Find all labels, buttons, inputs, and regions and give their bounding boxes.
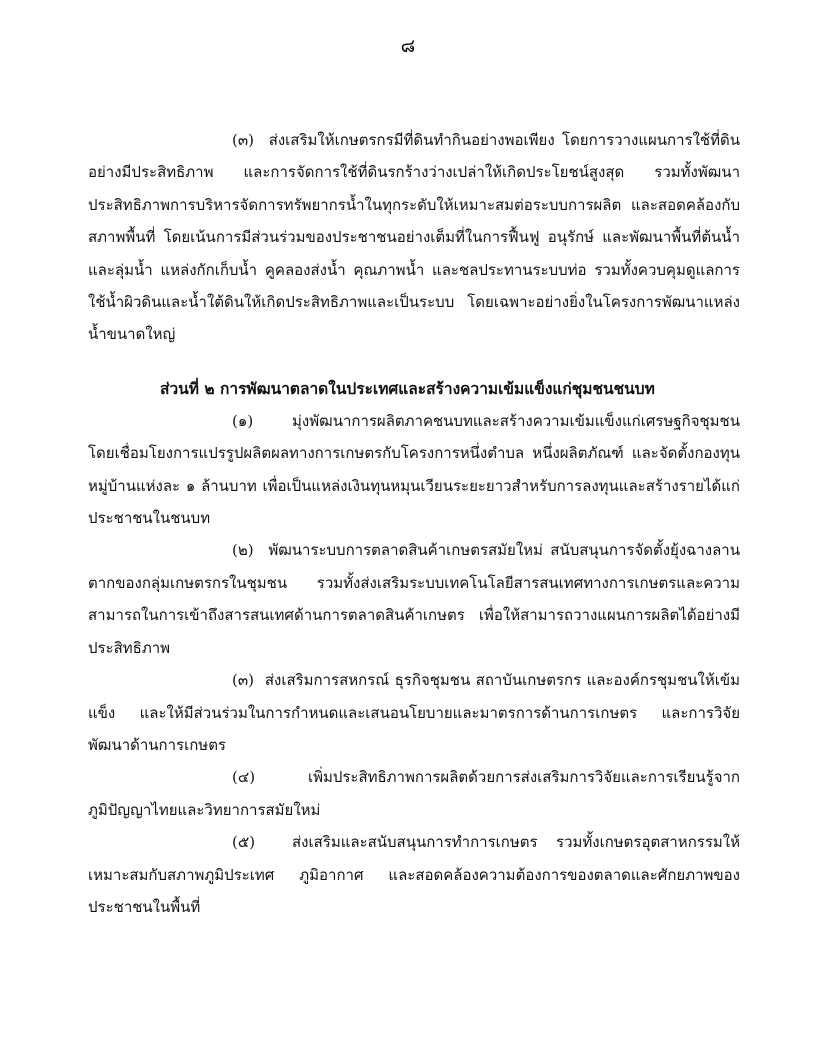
paragraph-text: ส่งเสริมให้เกษตรกรมีที่ดินทำกินอย่างพอเพียง โดยการวางแผนการใช้ที่ดินอย่างมีประสิทธิภาพ และการจัดการใช้ที่ดินรกร้างว่างเปล่าให้เกิดประโยชน์สูงสุด รวมทั้งพัฒนาประสิทธิภาพการบริหารจัดการทรัพยากรน้ำในทุกระดับให้เหมาะสมต่อระบบการผลิต และสอดคล้องกับสภาพพื้นที่ โดยเน้นการมีส่วนร่วมของประชาชนอย่างเต็มที่ในการฟื้นฟู อนุรักษ์ และพัฒนาพื้นที่ต้นน้ำและลุ่มน้ำ แหล่งกักเก็บน้ำ คูคลองส่งน้ำ คุณภาพน้ำ และชลประทานระบบท่อ รวมทั้งควบคุมดูแลการใช้น้ำผิวดินและน้ำใต้ดินให้เกิดประสิทธิภาพและเป็นระบบ โดยเฉพาะอย่างยิ่งในโครงการพัฒนาแหล่งน้ำขนาดใหญ่ — [88, 131, 740, 344]
item-number: (๔) — [232, 768, 256, 787]
paragraph-text: ส่งเสริมและสนับสนุนการทำการเกษตร รวมทั้งเกษตรอุตสาหกรรมให้เหมาะสมกับสภาพภูมิประเทศ ภูมิอากาศ และสอดคล้องความต้องการของตลาดและศักยภาพของประชาชนในพื้นที่ — [88, 833, 740, 916]
item-number: (๑) — [232, 411, 254, 430]
list-item — [88, 761, 740, 826]
intro-paragraph — [88, 124, 740, 351]
item-number: (๕) — [232, 833, 256, 852]
list-item — [88, 534, 740, 664]
list-item — [88, 405, 740, 535]
section-heading: ส่วนที่ ๒ การพัฒนาตลาดในประเทศและสร้างความเข้มแข็งแก่ชุมชนชนบท — [160, 378, 655, 398]
item-number: (๓) — [232, 131, 254, 149]
paragraph-text: มุ่งพัฒนาการผลิตภาคชนบทและสร้างความเข้มแข็งแก่เศรษฐกิจชุมชน โดยเชื่อมโยงการแปรรูปผลิตผลทางการเกษตรกับโครงการหนึ่งตำบล หนึ่งผลิตภัณฑ์ และจัดตั้งกองทุนหมู่บ้านแห่งละ ๑ ล้านบาท เพื่อเป็นแหล่งเงินทุนหมุนเวียนระยะยาวสำหรับการลงทุนและสร้างรายได้แก่ประชาชนในชนบท — [88, 411, 740, 528]
section-item-list — [88, 405, 740, 924]
paragraph-text: พัฒนาระบบการตลาดสินค้าเกษตรสมัยใหม่ สนับสนุนการจัดตั้งยุ้งฉางลานตากของกลุ่มเกษตรกรในชุมชน รวมทั้งส่งเสริมระบบเทคโนโลยีสารสนเทศทางการเกษตรและความสามารถในการเข้าถึงสารสนเทศด้านการตลาดสินค้าเกษตร เพื่อให้สามารถวางแผนการผลิตได้อย่างมีประสิทธิภาพ — [88, 541, 740, 657]
item-number: (๒) — [232, 541, 254, 560]
list-item — [88, 664, 740, 761]
document-body — [88, 124, 740, 923]
paragraph-text: เพิ่มประสิทธิภาพการผลิตด้วยการส่งเสริมการวิจัยและการเรียนรู้จากภูมิปัญญาไทยและวิทยาการสมัยใหม่ — [88, 768, 740, 819]
paragraph-text: ส่งเสริมการสหกรณ์ ธุรกิจชุมชน สถาบันเกษตรกร และองค์กรชุมชนให้เข้มแข็ง และให้มีส่วนร่วมในการกำหนดและเสนอนโยบายและมาตรการด้านการเกษตร และการวิจัยพัฒนาด้านการเกษตร — [88, 671, 740, 754]
list-item — [88, 826, 740, 923]
page-number: ๘ — [400, 35, 416, 57]
item-number: (๓) — [232, 671, 254, 690]
